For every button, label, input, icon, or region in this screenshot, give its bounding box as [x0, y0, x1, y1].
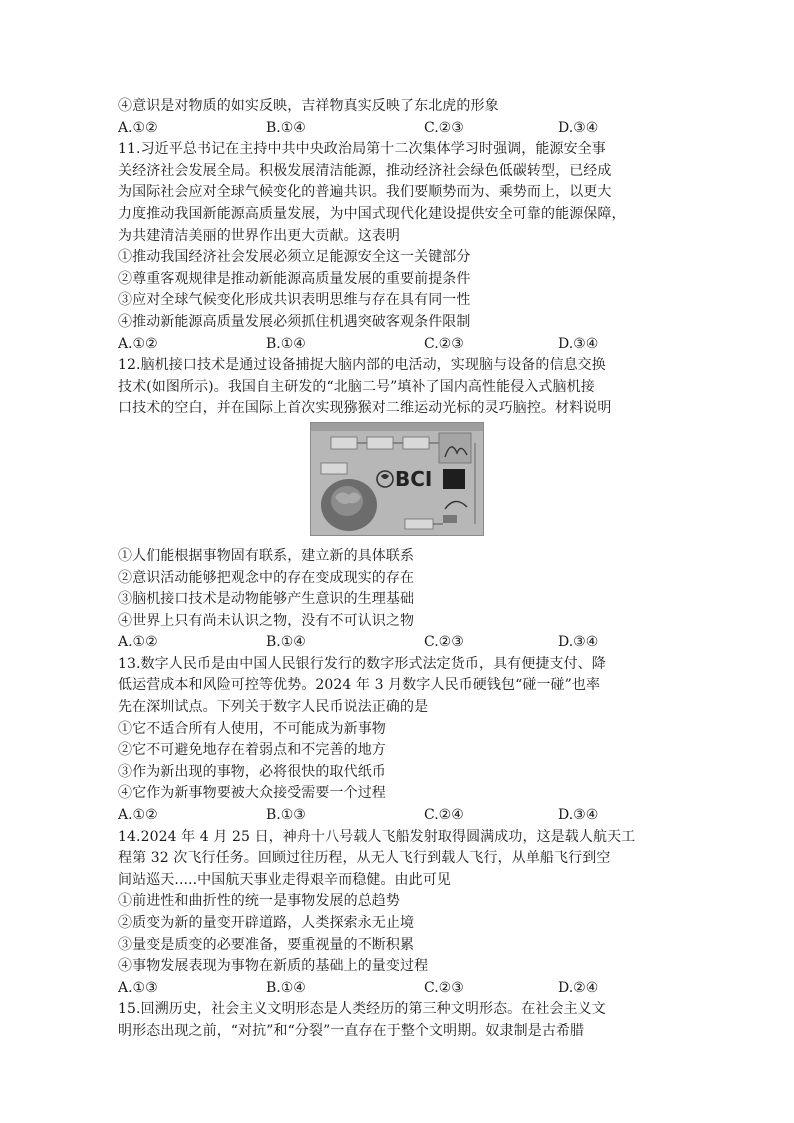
q12-item-3: ③脑机接口技术是动物能够产生意识的生理基础	[118, 591, 415, 608]
q13-item-1: ①它不适合所有人使用，不可能成为新事物	[118, 720, 386, 737]
q14-item-4: ④事物发展表现为事物在新质的基础上的量变过程	[118, 958, 429, 975]
q14-stem-line: 14.2024 年 4 月 25 日，神舟十八号载人飞船发射取得圆满成功，这是载人航天工	[118, 828, 636, 845]
svg-text:BCI: BCI	[395, 466, 433, 491]
q13-stem-line: 13.数字人民币是由中国人民银行发行的数字形式法定货币，具有便捷支付、降	[118, 655, 606, 672]
q10-options	[118, 118, 684, 140]
q14-option-d: D.②④	[558, 979, 599, 996]
q12-option-b: B.①④	[266, 634, 306, 651]
q13-option-c: C.②④	[424, 807, 464, 824]
q14-option-b: B.①④	[266, 979, 306, 996]
q10-option-c: C.②③	[424, 119, 464, 136]
q14-item-1: ①前进性和曲折性的统一是事物发展的总趋势	[118, 893, 400, 910]
q12-item-1: ①人们能根据事物固有联系，建立新的具体联系	[118, 547, 415, 564]
q11-options	[118, 334, 684, 356]
q11-option-c: C.②③	[424, 335, 464, 352]
q11-option-d: D.③④	[558, 335, 599, 352]
q14-option-c: C.②③	[424, 979, 464, 996]
q11-item-4: ④推动新能源高质量发展必须抓住机遇突破客观条件限制	[118, 313, 471, 330]
q13-option-a: A.①②	[118, 807, 158, 824]
q13-stem-line: 低运营成本和风险可控等优势。2024 年 3 月数字人民币硬钱包“碰一碰”也率	[118, 677, 601, 694]
q12-stem-line: 口技术的空白，并在国际上首次实现猕猴对二维运动光标的灵巧脑控。材料说明	[118, 400, 612, 417]
q13-item-4: ④它作为新事物要被大众接受需要一个过程	[118, 785, 386, 802]
q13-item-3: ③作为新出现的事物，必将很快的取代纸币	[118, 763, 386, 780]
q11-item-2: ②尊重客观规律是推动新能源高质量发展的重要前提条件	[118, 270, 471, 287]
q15-stem-line: 15.回溯历史，社会主义文明形态是人类经历的第三种文明形态。在社会主义文	[118, 1001, 606, 1018]
q13-stem-line: 先在深圳试点。下列关于数字人民币说法正确的是	[118, 699, 429, 716]
q12-option-a: A.①②	[118, 634, 158, 651]
q11-item-1: ①推动我国经济社会发展必须立足能源安全这一关键部分	[118, 249, 471, 266]
q12-stem-line: 12.脑机接口技术是通过设备捕捉大脑内部的电活动，实现脑与设备的信息交换	[118, 357, 606, 374]
q12-options	[118, 632, 684, 654]
q11-stem-line: 关经济社会发展全局。积极发展清洁能源，推动经济社会绿色低碳转型，已经成	[118, 162, 612, 179]
q11-option-a: A.①②	[118, 335, 158, 352]
q11-stem-line: 11.习近平总书记在主持中共中央政治局第十二次集体学习时强调，能源安全事	[118, 141, 606, 158]
q12-item-2: ②意识活动能够把观念中的存在变成现实的存在	[118, 569, 415, 586]
q11-option-b: B.①④	[266, 335, 306, 352]
q11-item-3: ③应对全球气候变化形成共识表明思维与存在具有同一性	[118, 292, 471, 309]
q14-item-2: ②质变为新的量变开辟道路，人类探索永无止境	[118, 915, 415, 931]
q13-option-d: D.③④	[558, 807, 599, 824]
q12-item-4: ④世界上只有尚未认识之物，没有不可认识之物	[118, 612, 415, 629]
q14-stem-line: 间站巡天.....中国航天事业走得艰辛而稳健。由此可见	[118, 871, 451, 888]
q12-option-d: D.③④	[558, 634, 599, 651]
q10-option-b: B.①④	[266, 119, 306, 136]
q11-stem-line: 为国际社会应对全球气候变化的普遍共识。我们要顺势而为、乘势而上，以更大	[118, 184, 612, 201]
exam-page	[118, 96, 684, 1043]
q14-options	[118, 978, 684, 1000]
q13-option-b: B.①③	[266, 807, 306, 824]
q12-stem-line: 技术(如图所示)。我国自主研发的“北脑二号”填补了国内高性能侵入式脑机接	[118, 378, 595, 395]
q15-stem-line: 明形态出现之前，“对抗”和“分裂”一直存在于整个文明期。奴隶制是古希腊	[118, 1022, 585, 1039]
q12-option-c: C.②③	[424, 634, 464, 651]
q12-figure	[118, 422, 684, 540]
q11-stem-line: 力度推动我国新能源高质量发展，为中国式现代化建设提供安全可靠的能源保障，	[118, 205, 626, 222]
q10-item-4: ④意识是对物质的如实反映，吉祥物真实反映了东北虎的形象	[118, 98, 499, 114]
q10-option-d: D.③④	[558, 119, 599, 136]
q10-option-a: A.①②	[118, 119, 158, 136]
q13-item-2: ②它不可避免地存在着弱点和不完善的地方	[118, 742, 386, 759]
q14-option-a: A.①③	[118, 979, 158, 996]
bci-diagram-photo	[310, 422, 484, 536]
bci-diagram-image	[311, 423, 483, 535]
q11-stem-line: 为共建清洁美丽的世界作出更大贡献。这表明	[118, 227, 400, 244]
q13-options	[118, 805, 684, 827]
q14-item-3: ③量变是质变的必要准备，要重视量的不断积累	[118, 936, 415, 953]
q14-stem-line: 程第 32 次飞行任务。回顾过往历程，从无人飞行到载人飞行，从单船飞行到空	[118, 850, 611, 867]
